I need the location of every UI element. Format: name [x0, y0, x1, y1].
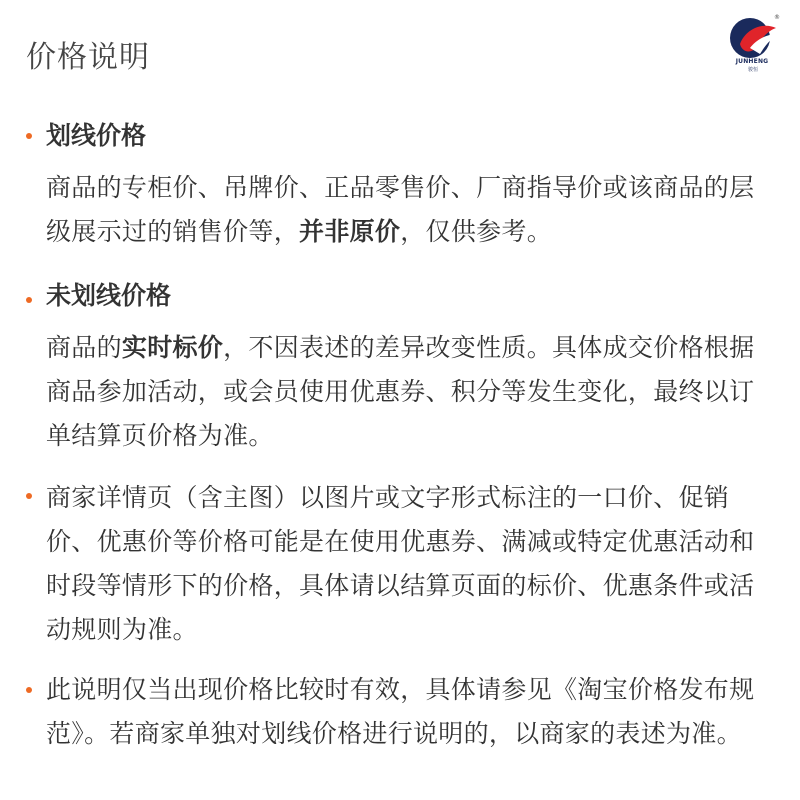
brand-logo [726, 14, 782, 76]
text-line: 范》。若商家单独对划线价格进行说明的，以商家的表述为准。 [46, 719, 742, 748]
text-line: 时段等情形下的价格，具体请以结算页面的标价、优惠条件或活 [46, 571, 755, 600]
text-line: 商家详情页（含主图）以图片或文字形式标注的一口价、促销 [46, 483, 730, 512]
bold-text: 实时标价 [121, 333, 224, 362]
section-heading-crossed-price: 划线价格 [46, 121, 147, 150]
text-line: 动规则为准。 [46, 615, 198, 644]
bullet-dot-icon [26, 687, 32, 693]
bold-text: 并非原价 [299, 217, 401, 246]
text-line [46, 326, 776, 370]
text-line [46, 210, 776, 254]
text-line: 商品参加活动，或会员使用优惠券、积分等发生变化，最终以订 [46, 377, 755, 406]
text-segment: 级展示过的销售价等， [46, 217, 300, 246]
bullet-dot-icon [26, 297, 32, 303]
section-text-uncrossed-price [46, 326, 776, 458]
section-text-disclaimer [46, 668, 776, 756]
section-heading-uncrossed-price: 未划线价格 [46, 281, 172, 310]
section-text-merchant-price [46, 476, 776, 652]
page-title: 价格说明 [26, 40, 150, 75]
section-text-crossed-price [46, 166, 776, 254]
text-segment: 商品的 [46, 333, 122, 362]
text-line: 此说明仅当出现价格比较时有效，具体请参见《淘宝价格发布规 [46, 675, 755, 704]
text-line: 商品的专柜价、吊牌价、正品零售价、厂商指导价或该商品的层 [46, 173, 755, 202]
text-segment: ，不因表述的差异改变性质。具体成交价格根据 [223, 333, 755, 362]
text-line: 单结算页价格为准。 [46, 421, 274, 450]
brand-logo-name: JUNHENG [735, 58, 769, 65]
text-segment: ，仅供参考。 [400, 217, 553, 246]
brand-logo-subtext: 骏恒 [747, 67, 758, 73]
bullet-dot-icon [26, 493, 32, 499]
bullet-dot-icon [26, 133, 32, 139]
text-line: 价、优惠价等价格可能是在使用优惠券、满减或特定优惠活动和 [46, 527, 755, 556]
registered-mark: ® [774, 14, 780, 21]
brand-logo-icon [726, 14, 782, 64]
